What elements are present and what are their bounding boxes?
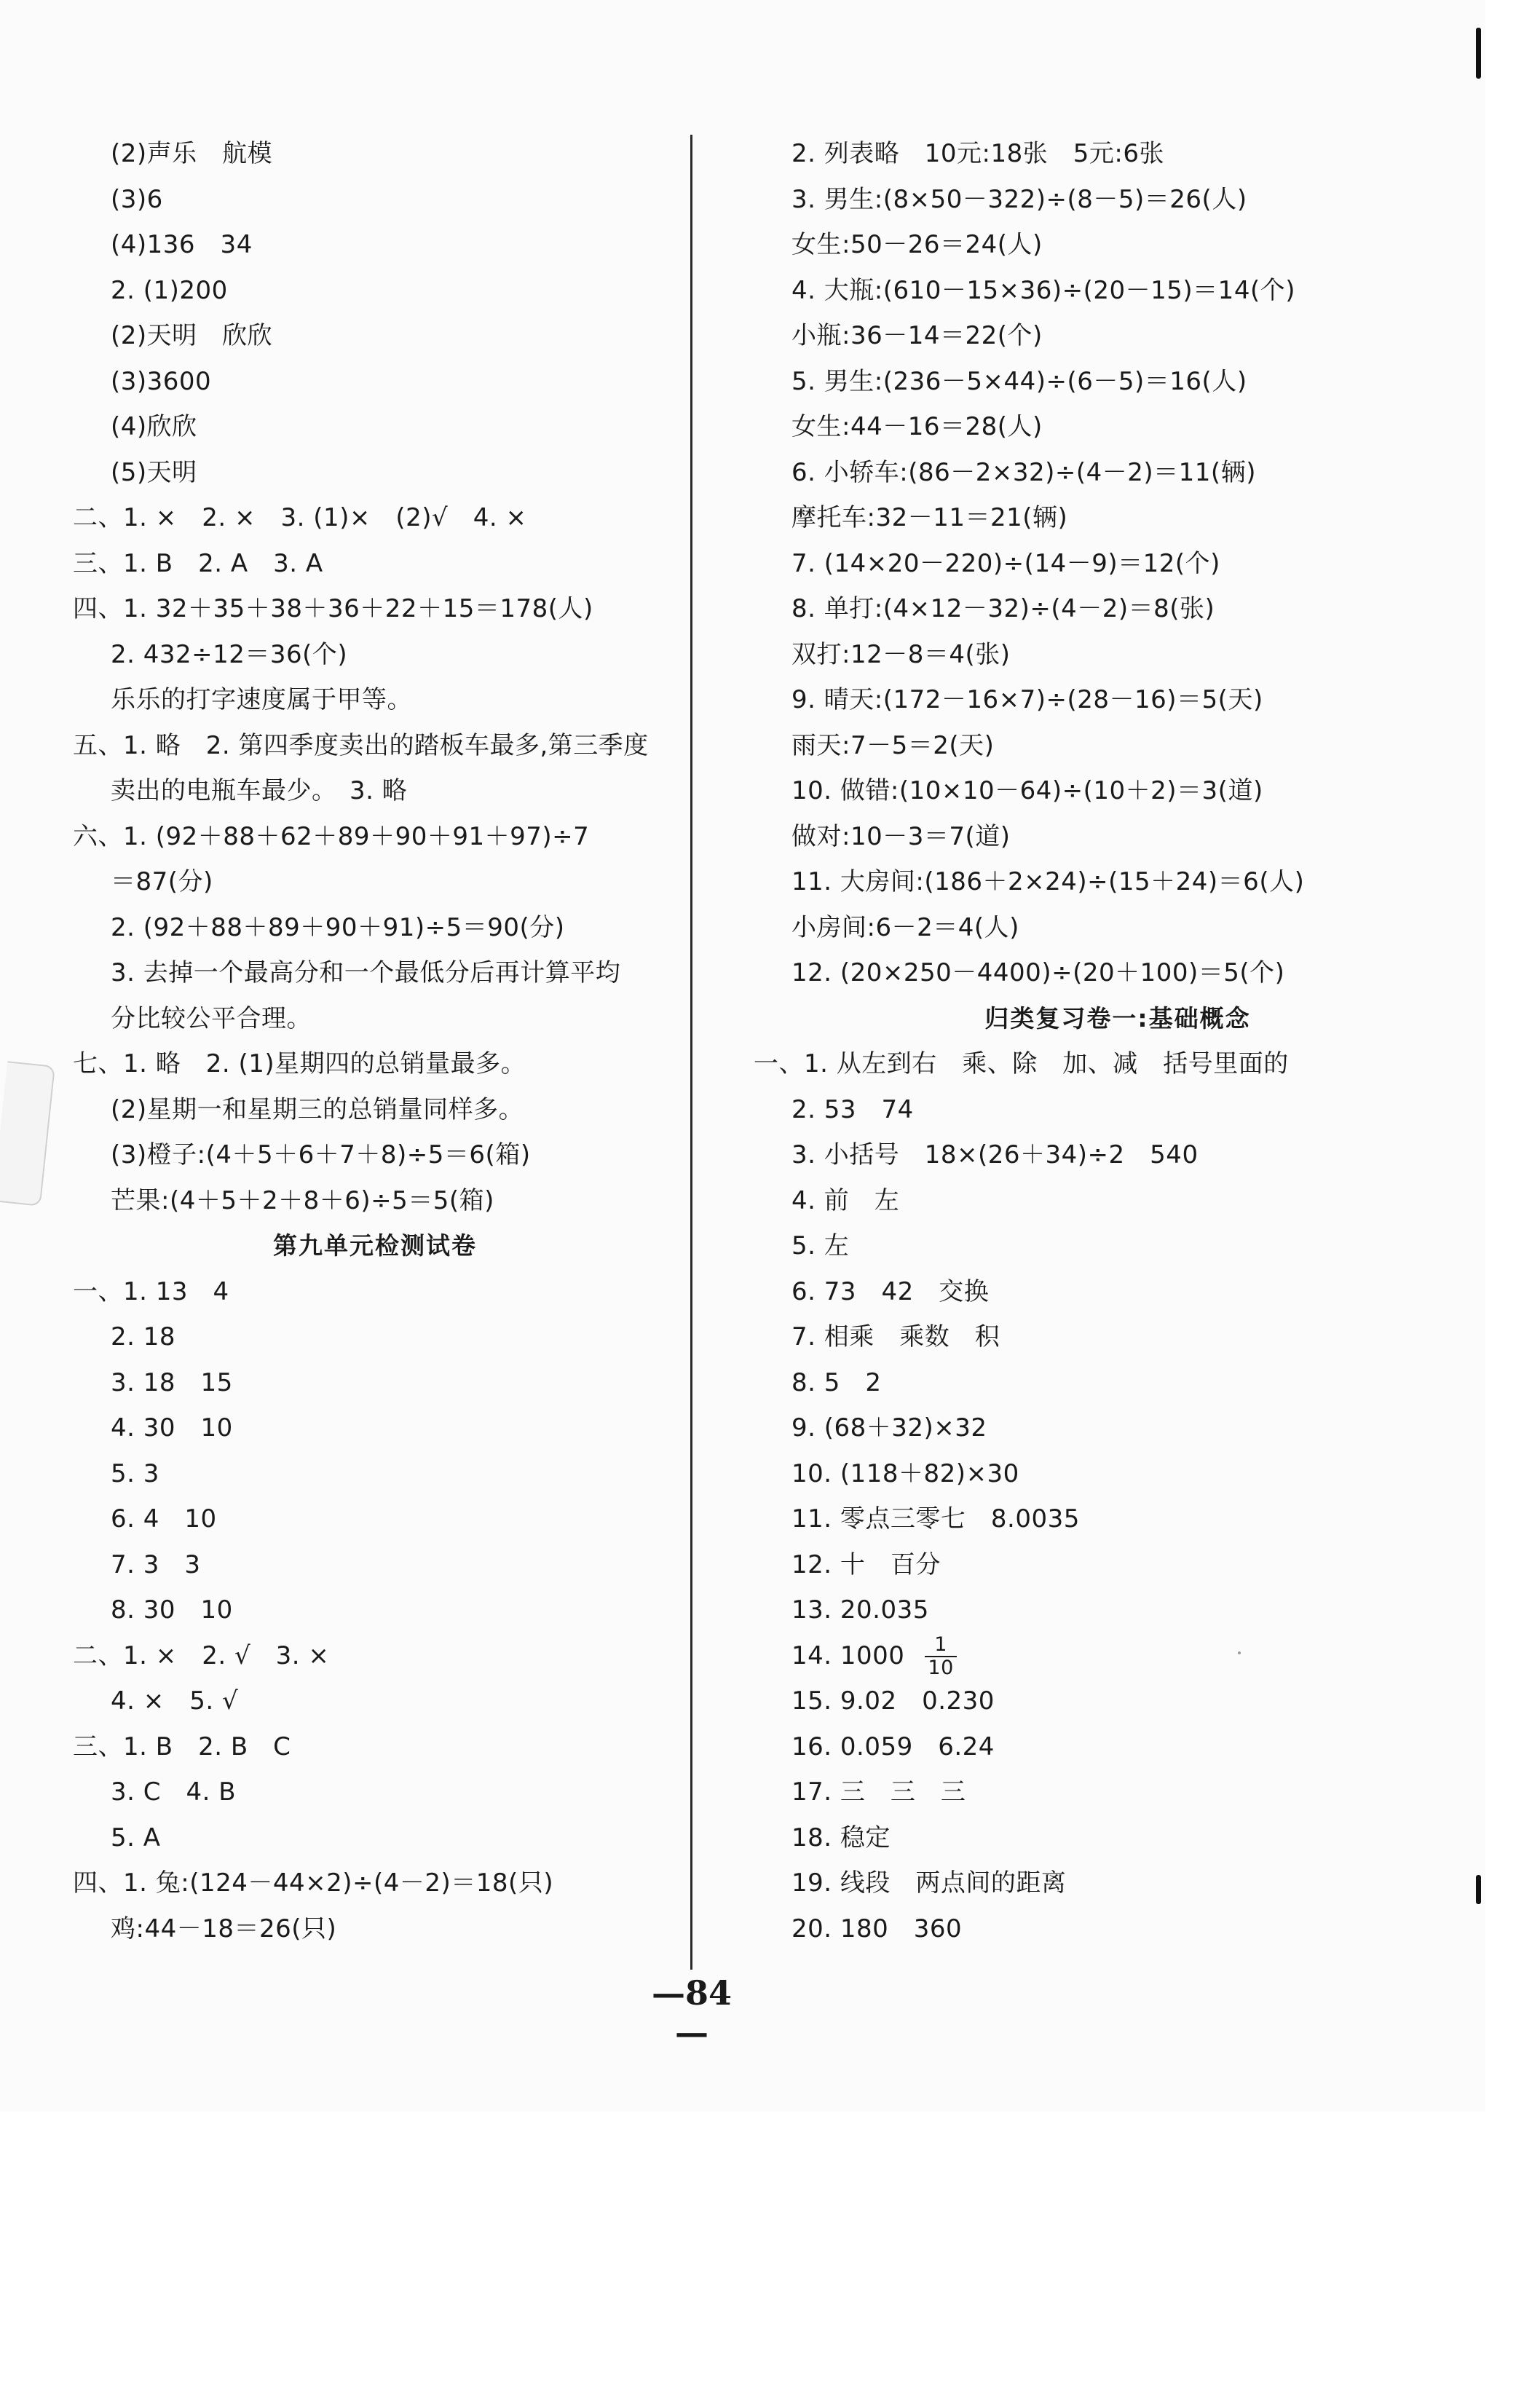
line-text: 芒果:(4＋5＋2＋8＋6)÷5＝5(箱) <box>111 1185 494 1215</box>
right-answer-line <box>754 177 1482 223</box>
line-text: 2. 18 <box>111 1322 176 1351</box>
left-column <box>73 131 677 1951</box>
line-text: 2. 53 74 <box>791 1094 914 1124</box>
left-answer-line <box>73 541 677 587</box>
scan-speck <box>1238 1651 1241 1654</box>
line-text: 4. 30 10 <box>111 1413 233 1442</box>
line-text: 6. 73 42 交换 <box>791 1276 990 1306</box>
line-text: 7. (14×20－220)÷(14－9)＝12(个) <box>791 548 1220 578</box>
line-text: 3. C 4. B <box>111 1777 237 1807</box>
line-text: 双打:12－8＝4(张) <box>791 639 1011 669</box>
line-text: 6. 小轿车:(86－2×32)÷(4－2)＝11(辆) <box>791 457 1256 487</box>
line-text: 5. A <box>111 1823 161 1852</box>
line-text: 7. 3 3 <box>111 1550 201 1579</box>
line-text: 10. (118＋82)×30 <box>791 1458 1019 1488</box>
right-answer-line <box>754 859 1482 905</box>
left-answer-line <box>73 1314 677 1360</box>
right-answer-line <box>754 632 1482 678</box>
line-text: 10. 做错:(10×10－64)÷(10＋2)＝3(道) <box>791 776 1263 805</box>
line-text: 5. 3 <box>111 1458 159 1488</box>
line-text: 6. 4 10 <box>111 1504 217 1533</box>
left-answer-line <box>73 1041 677 1087</box>
line-text: 三、1. B 2. B C <box>73 1732 291 1761</box>
left-answer-line <box>73 359 677 405</box>
line-text: 雨天:7－5＝2(天) <box>791 730 995 760</box>
left-answer-line <box>73 404 677 450</box>
left-answer-line <box>73 768 677 814</box>
left-answer-line <box>73 586 677 632</box>
left-answer-line <box>73 1587 677 1633</box>
line-text: 14. 1000 <box>791 1641 905 1670</box>
left-answer-line <box>73 1906 677 1952</box>
line-text: 4. 大瓶:(610－15×36)÷(20－15)＝14(个) <box>791 275 1295 305</box>
line-text: 11. 零点三零七 8.0035 <box>791 1504 1080 1533</box>
line-text: 3. 男生:(8×50－322)÷(8－5)＝26(人) <box>791 184 1247 214</box>
line-text: 3. 去掉一个最高分和一个最低分后再计算平均 <box>111 958 621 987</box>
left-answer-line <box>73 859 677 905</box>
line-text: 乐乐的打字速度属于甲等。 <box>111 685 412 714</box>
line-text: 小瓶:36－14＝22(个) <box>791 321 1043 350</box>
right-answer-line <box>754 268 1482 314</box>
fraction <box>925 1634 956 1679</box>
line-text: 七、1. 略 2. (1)星期四的总销量最多。 <box>73 1049 526 1078</box>
line-text: 三、1. B 2. A 3. A <box>73 548 323 578</box>
line-text: 12. 十 百分 <box>791 1550 941 1579</box>
right-answer-line <box>754 1087 1482 1133</box>
right-answer-line <box>754 1405 1482 1451</box>
left-answer-line <box>73 814 677 860</box>
line-text: 摩托车:32－11＝21(辆) <box>791 503 1068 532</box>
edge-scan-mark <box>1476 1875 1481 1904</box>
line-text: (2)声乐 航模 <box>111 139 273 168</box>
right-answer-line <box>754 1769 1482 1815</box>
page-number: —84— <box>651 1973 732 2052</box>
line-text: 7. 相乘 乘数 积 <box>791 1322 1000 1351</box>
line-text: 第九单元检测试卷 <box>273 1231 477 1260</box>
line-text: 9. (68＋32)×32 <box>791 1413 987 1442</box>
left-answer-line <box>73 268 677 314</box>
line-text: 12. (20×250－4400)÷(20＋100)＝5(个) <box>791 958 1285 987</box>
left-answer-line <box>73 723 677 769</box>
fraction-numerator: 1 <box>925 1634 956 1657</box>
line-text: (3)6 <box>111 184 163 214</box>
line-text: 四、1. 兔:(124－44×2)÷(4－2)＝18(只) <box>73 1868 554 1898</box>
left-answer-line <box>73 1860 677 1906</box>
left-answer-line <box>73 450 677 496</box>
line-text: (3)3600 <box>111 366 212 396</box>
right-answer-line <box>754 1041 1482 1087</box>
line-text: ＝87(分) <box>111 867 213 896</box>
right-answer-line <box>754 1269 1482 1315</box>
left-answer-line <box>73 1678 677 1724</box>
line-text: 2. (92＋88＋89＋90＋91)÷5＝90(分) <box>111 912 565 942</box>
right-answer-line <box>754 950 1482 996</box>
right-answer-line <box>754 723 1482 769</box>
right-answer-line <box>754 222 1482 268</box>
line-text: (5)天明 <box>111 457 197 487</box>
right-answer-line <box>754 1678 1482 1724</box>
line-text: 20. 180 360 <box>791 1914 963 1943</box>
line-text: 小房间:6－2＝4(人) <box>791 912 1019 942</box>
line-text: 归类复习卷一:基础概念 <box>984 1003 1251 1033</box>
line-text: 3. 18 15 <box>111 1367 233 1397</box>
right-answer-line <box>754 677 1482 723</box>
right-answer-line <box>754 1132 1482 1178</box>
line-text: 二、1. × 2. × 3. (1)× (2)√ 4. × <box>73 503 527 532</box>
line-text: 8. 5 2 <box>791 1367 882 1397</box>
line-text: (4)欣欣 <box>111 412 197 441</box>
right-answer-line <box>754 1906 1482 1952</box>
fraction-denominator: 10 <box>928 1657 954 1679</box>
section-heading <box>754 996 1482 1042</box>
right-answer-line <box>754 359 1482 405</box>
right-answer-line <box>754 1633 1482 1679</box>
right-answer-line <box>754 586 1482 632</box>
line-text: 5. 男生:(236－5×44)÷(6－5)＝16(人) <box>791 366 1247 396</box>
line-text: 五、1. 略 2. 第四季度卖出的踏板车最多,第三季度 <box>73 730 649 760</box>
line-text: 18. 稳定 <box>791 1823 891 1852</box>
left-answer-line <box>73 905 677 951</box>
line-text: 17. 三 三 三 <box>791 1777 966 1807</box>
edge-scan-mark <box>1476 28 1481 79</box>
right-answer-line <box>754 1542 1482 1588</box>
left-answer-line <box>73 996 677 1042</box>
line-text: 4. × 5. √ <box>111 1686 239 1716</box>
line-text: 8. 单打:(4×12－32)÷(4－2)＝8(张) <box>791 594 1215 623</box>
line-text: 3. 小括号 18×(26＋34)÷2 540 <box>791 1140 1199 1169</box>
right-column <box>754 131 1482 1951</box>
line-text: 2. (1)200 <box>111 275 228 305</box>
edge-stamp-mark <box>0 1061 55 1207</box>
line-text: (3)橙子:(4＋5＋6＋7＋8)÷5＝6(箱) <box>111 1140 531 1169</box>
right-answer-line <box>754 131 1482 177</box>
line-text: (4)136 34 <box>111 230 253 259</box>
right-answer-line <box>754 313 1482 359</box>
left-answer-line <box>73 1633 677 1679</box>
left-answer-line <box>73 1178 677 1224</box>
line-text: (2)天明 欣欣 <box>111 321 273 350</box>
right-answer-line <box>754 1815 1482 1861</box>
line-text: 2. 列表略 10元:18张 5元:6张 <box>791 139 1164 168</box>
right-answer-line <box>754 905 1482 951</box>
line-text: 分比较公平合理。 <box>111 1003 312 1033</box>
line-text: 4. 前 左 <box>791 1185 900 1215</box>
right-answer-line <box>754 1860 1482 1906</box>
left-answer-line <box>73 950 677 996</box>
left-answer-line <box>73 1360 677 1406</box>
right-answer-line <box>754 541 1482 587</box>
right-answer-line <box>754 1360 1482 1406</box>
line-text: 鸡:44－18＝26(只) <box>111 1914 337 1943</box>
line-text: 2. 432÷12＝36(个) <box>111 639 348 669</box>
left-answer-line <box>73 1542 677 1588</box>
line-text: 四、1. 32＋35＋38＋36＋22＋15＝178(人) <box>73 594 593 623</box>
left-answer-line <box>73 177 677 223</box>
left-answer-line <box>73 1496 677 1542</box>
line-text: 女生:44－16＝28(人) <box>791 412 1043 441</box>
left-answer-line <box>73 495 677 541</box>
left-answer-line <box>73 1724 677 1770</box>
right-answer-line <box>754 495 1482 541</box>
line-text: 一、1. 从左到右 乘、除 加、减 括号里面的 <box>754 1049 1289 1078</box>
line-text: 9. 晴天:(172－16×7)÷(28－16)＝5(天) <box>791 685 1263 714</box>
line-text: 13. 20.035 <box>791 1595 929 1625</box>
left-answer-line <box>73 1132 677 1178</box>
right-answer-line <box>754 1451 1482 1497</box>
left-answer-line <box>73 131 677 177</box>
line-text: 8. 30 10 <box>111 1595 233 1625</box>
left-answer-line <box>73 1405 677 1451</box>
line-text: 15. 9.02 0.230 <box>791 1686 995 1716</box>
left-answer-line <box>73 313 677 359</box>
line-text: 女生:50－26＝24(人) <box>791 230 1043 259</box>
line-text: 16. 0.059 6.24 <box>791 1732 995 1761</box>
right-answer-line <box>754 450 1482 496</box>
section-heading <box>73 1223 677 1269</box>
right-answer-line <box>754 1223 1482 1269</box>
right-answer-line <box>754 1587 1482 1633</box>
line-text: 一、1. 13 4 <box>73 1276 229 1306</box>
line-text: 卖出的电瓶车最少。 3. 略 <box>111 776 408 805</box>
right-answer-line <box>754 404 1482 450</box>
right-answer-line <box>754 1178 1482 1224</box>
left-answer-line <box>73 1769 677 1815</box>
line-text: 11. 大房间:(186＋2×24)÷(15＋24)＝6(人) <box>791 867 1305 896</box>
right-answer-line <box>754 814 1482 860</box>
column-divider <box>690 135 692 1970</box>
right-answer-line <box>754 1724 1482 1770</box>
right-answer-line <box>754 1496 1482 1542</box>
line-text: 5. 左 <box>791 1231 850 1260</box>
left-answer-line <box>73 677 677 723</box>
left-answer-line <box>73 632 677 678</box>
left-answer-line <box>73 1815 677 1861</box>
line-text: 做对:10－3＝7(道) <box>791 821 1011 851</box>
right-answer-line <box>754 768 1482 814</box>
left-answer-line <box>73 222 677 268</box>
line-text: (2)星期一和星期三的总销量同样多。 <box>111 1094 524 1124</box>
line-text: 19. 线段 两点间的距离 <box>791 1868 1067 1898</box>
line-text: 六、1. (92＋88＋62＋89＋90＋91＋97)÷7 <box>73 821 590 851</box>
line-text: 二、1. × 2. √ 3. × <box>73 1641 330 1670</box>
right-answer-line <box>754 1314 1482 1360</box>
left-answer-line <box>73 1451 677 1497</box>
left-answer-line <box>73 1269 677 1315</box>
left-answer-line <box>73 1087 677 1133</box>
